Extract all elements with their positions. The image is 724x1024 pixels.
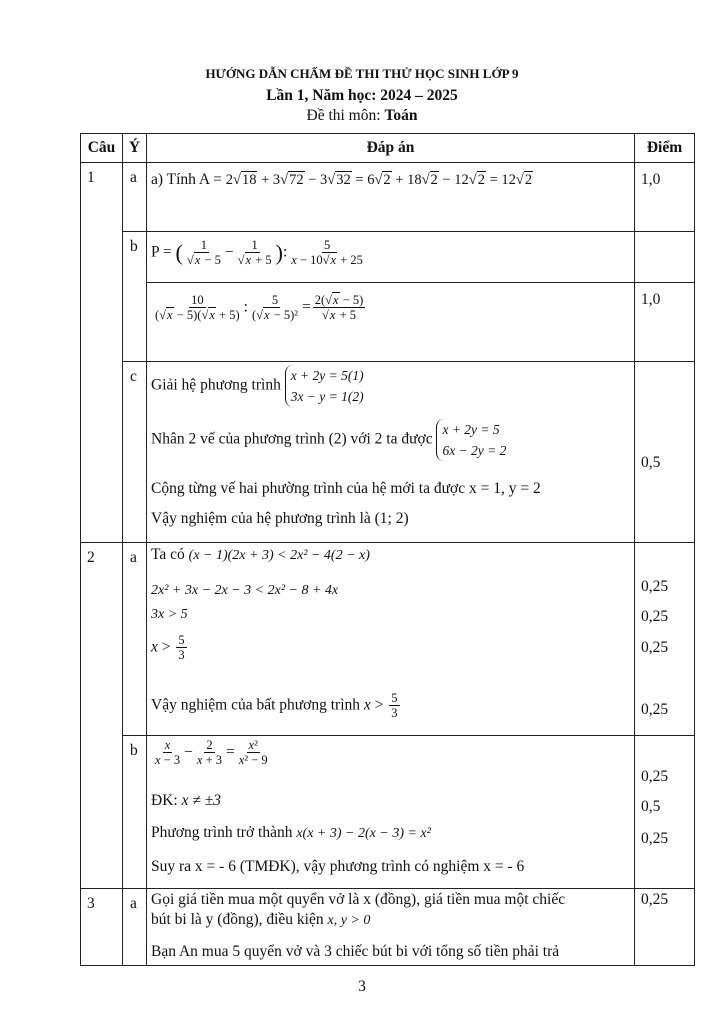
score: 0,5 <box>641 454 661 471</box>
score-cell <box>635 889 695 966</box>
score: 0,25 <box>641 830 669 847</box>
part-label: a <box>123 889 147 966</box>
answer-cell <box>147 889 635 966</box>
score: 1,0 <box>641 291 661 308</box>
score: 0,25 <box>641 608 669 625</box>
q1a-text: a) Tính A = 2√18 + 3√72 − 3√32 = 6√2 + 18√2 − 12√2 = 12√2 <box>151 171 533 188</box>
q3a-line1: Gọi giá tiền mua một quyển vở là x (đồng), giá tiền mua một chiếc <box>151 891 566 908</box>
q2b-transform: Phương trình trở thành x(x + 3) − 2(x − 3) = x² <box>151 824 431 841</box>
q1b-simplification: $\frac{10}{(√x - 5)(√x + 5)}$ : $\frac{5}{\text{(√x − 5)²}}$ = $\frac{2(√x - 5)}{√x + 5}$ <box>155 293 364 323</box>
part-label: b <box>123 736 147 889</box>
question-number: 1 <box>81 163 123 543</box>
table-row <box>81 163 695 232</box>
score: 0,25 <box>641 639 669 656</box>
table-header-row <box>81 134 695 163</box>
doc-subject: Đề thi môn: Toán <box>306 107 418 124</box>
header-diem: Điểm <box>635 134 695 163</box>
q1c-result: Cộng từng vế hai phường trình của hệ mới ta được x = 1, y = 2 <box>151 480 541 497</box>
page-number: 3 <box>358 978 366 995</box>
part-label: a <box>123 163 147 232</box>
part-label: b <box>123 232 147 362</box>
table-row <box>81 889 695 966</box>
answer-cell <box>147 736 635 889</box>
score: 0,5 <box>641 798 661 815</box>
score: 0,25 <box>641 891 669 908</box>
score-cell <box>635 283 695 362</box>
q3a-line3: Bạn An mua 5 quyển vở và 3 chiếc bút bi với tổng số tiền phải trả <box>151 943 560 960</box>
q1c-step: Nhân 2 vế của phương trình (2) với 2 ta được x + 2y = 5 6x − 2y = 2 <box>151 419 506 461</box>
q2a-step1: 2x² + 3x − 2x − 3 < 2x² − 8 + 4x <box>151 583 339 598</box>
score-cell <box>635 163 695 232</box>
header-y: Ý <box>123 134 147 163</box>
doc-subtitle: Lần 1, Năm học: 2024 – 2025 <box>266 87 458 104</box>
question-number: 2 <box>81 543 123 889</box>
q2b-condition: ĐK: x ≠ ±3 <box>151 792 221 809</box>
q1b-expression: P = ( $\frac{1}{√x - 5}$ − $\frac{1}{√x + 5}$ ): $\frac{5}{x - 10√x + 25}$ <box>151 238 363 268</box>
score: 0,25 <box>641 578 669 595</box>
answer-cell <box>147 283 635 362</box>
table-row <box>81 362 695 543</box>
score-cell <box>635 232 695 283</box>
answer-cell <box>147 232 635 283</box>
answer-cell <box>147 163 635 232</box>
table-row <box>81 736 695 889</box>
header-cau: Câu <box>81 134 123 163</box>
score: 0,25 <box>641 768 669 785</box>
score: 1,0 <box>641 171 661 188</box>
doc-title: HƯỚNG DẪN CHẤM ĐỀ THI THỬ HỌC SINH LỚP 9 <box>205 66 519 81</box>
q2a-intro: Ta có (x − 1)(2x + 3) < 2x² − 4(2 − x) <box>151 546 370 563</box>
q2a-step3: x > $\frac{5}{3}$ <box>151 633 185 663</box>
q3a-line2: bút bi là y (đồng), điều kiện x, y > 0 <box>151 911 371 928</box>
table-row <box>81 543 695 736</box>
answer-cell <box>147 543 635 736</box>
answer-table <box>80 133 695 966</box>
score-cell <box>635 736 695 889</box>
part-label: a <box>123 543 147 736</box>
q1c-conclusion: Vậy nghiệm của hệ phương trình là (1; 2) <box>151 510 409 527</box>
part-label: c <box>123 362 147 543</box>
table-row <box>81 283 695 362</box>
q2b-equation: $\frac{x}{x - 3}$ − $\frac{2}{x + 3}$ = $\frac{\text{x²}}{\text{x² − 9}}$ <box>155 738 268 768</box>
score-cell <box>635 543 695 736</box>
q2a-step2: 3x > 5 <box>151 607 188 622</box>
q2b-conclusion: Suy ra x = - 6 (TMĐK), vậy phương trình có nghiệm x = - 6 <box>151 858 525 875</box>
answer-cell <box>147 362 635 543</box>
table-row <box>81 232 695 283</box>
q2a-conclusion: Vậy nghiệm của bất phương trình x > $\frac{5}{3}$ <box>151 691 398 721</box>
question-number: 3 <box>81 889 123 966</box>
q1c-system: Giải hệ phương trình x + 2y = 5(1) 3x − y = 1(2) <box>151 365 364 407</box>
score: 0,25 <box>641 701 669 718</box>
header-dap-an: Đáp án <box>147 134 635 163</box>
score-cell <box>635 362 695 543</box>
